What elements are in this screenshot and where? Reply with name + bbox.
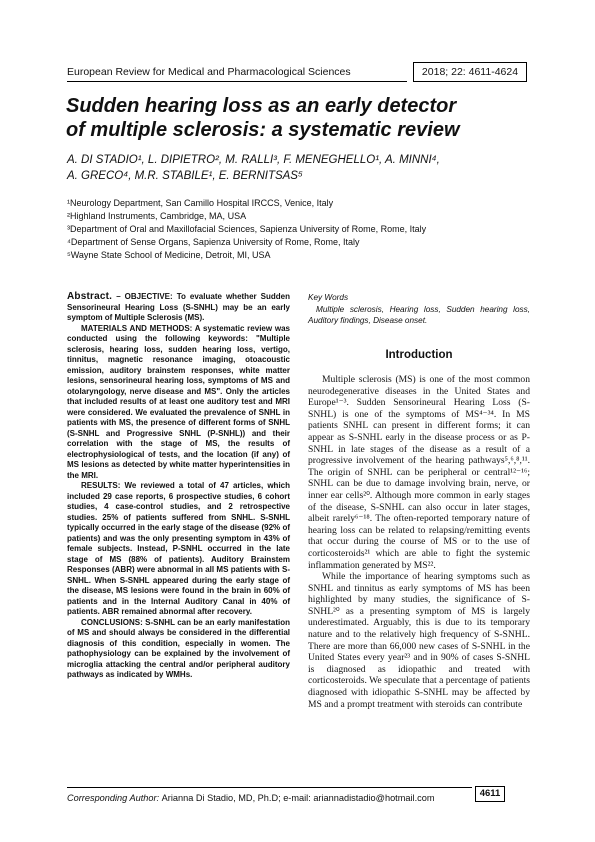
keywords-text: Multiple sclerosis, Hearing loss, Sudden hearing loss, Auditory findings, Disease onset. xyxy=(308,305,530,325)
keywords-label: Key Words xyxy=(308,293,349,302)
footer-rule xyxy=(67,787,472,788)
title-line-2: of multiple sclerosis: a systematic review xyxy=(66,119,460,141)
keywords xyxy=(308,292,530,326)
introduction-body xyxy=(308,374,530,710)
corresponding-author xyxy=(67,793,435,803)
introduction-heading: Introduction xyxy=(385,349,453,361)
affiliations xyxy=(67,197,537,262)
intro-paragraph-2: While the importance of hearing symptoms such as SNHL and tinnitus as early symptoms of MS has been highlighted by many studies, the significance of S-SNHL²⁰ as a presenting symptom of MS is largely underestimated. Arguably, this is due to its temporary nature and to the relatively high frequency of S-SNHL. There are more than 66,000 new cases of S-SNHL in the United States every year²³ and in 90% of cases S-SNHL is diagnosed as idiopathic and treated with corticosteroids. We speculate that a percentage of patients diagnosed with idiopathic S-SNHL may be affected by MS and a prompt treatment with steroids can contribute xyxy=(308,571,530,710)
authors-line-1: A. DI STADIO¹, L. DIPIETRO², M. RALLI³, F. MENEGHELLO¹, A. MINNI⁴, xyxy=(67,154,440,166)
abstract-heading: Abstract. xyxy=(67,291,113,302)
abstract-objective xyxy=(67,292,290,324)
affiliation-5: ⁵Wayne State School of Medicine, Detroit, MI, USA xyxy=(67,250,271,260)
article-title xyxy=(66,94,536,142)
authors-line-2: A. GRECO⁴, M.R. STABILE¹, E. BERNITSAS⁵ xyxy=(67,170,303,182)
author-list xyxy=(67,152,537,184)
header-rule xyxy=(67,81,407,82)
affiliation-2: ²Highland Instruments, Cambridge, MA, USA xyxy=(67,211,247,221)
affiliation-4: ⁴Department of Sense Organs, Sapienza University of Rome, Rome, Italy xyxy=(67,237,360,247)
abstract-methods: MATERIALS AND METHODS: A systematic review was conducted using the following keywords: "Multiple sclerosis, hearing loss, sudden hearing loss, vertigo, tinnitus, magnetic resonance imaging, otoacoustic emission, auditory brainstem responses, white matter lesions, sensorineural hearing loss, symptoms of MS and otolaryngology, nerve disease and MS". Only the articles that included results of at least one auditory test and MRI were considered. We evaluated the prevalence of SNHL in patients with MS, the presence of different forms of SNHL (S-SNHL and Progressive SNHL (P-SNHL)) and their correlation with the stage of MS, the results of electrophysiological of tests, and the location (if any) of MS lesions as detected by white matter hyperintensities in the MRI. xyxy=(67,323,290,480)
abstract-objective-text: – OBJECTIVE: To evaluate whether Sudden Sensorineural Hearing Loss (S-SNHL) may be an early symptom of Multiple Sclerosis (MS). xyxy=(67,292,290,322)
page-number: 4611 xyxy=(475,786,505,802)
affiliation-3: ³Department of Oral and Maxillofacial Sciences, Sapienza University of Rome, Rome, Italy xyxy=(67,224,427,234)
abstract xyxy=(67,292,290,681)
title-line-1: Sudden hearing loss as an early detector xyxy=(66,95,457,117)
citation-box: 2018; 22: 4611-4624 xyxy=(413,62,527,82)
abstract-results: RESULTS: We reviewed a total of 47 articles, which included 29 case reports, 6 prospective studies, 6 cohort studies, 4 case-control studies, and 2 retrospective studies. 25% of patients suffered from SNHL. S-SNHL typically occurred in the early stage of the disease (92% of patients) and was the only presenting symptom in 43% of female subjects. Instead, P-SNHL occurred in the late stage of MS (88% of patients). Auditory Brainstem Responses (ABR) were abnormal in all MS patients with S-SNHL. When S-SNHL appeared during the early stage of the disease, MS lesions were found in the brain in 60% of patients and in the Internal Auditory Canal in 40% of patients. ABR remained abnormal after recovery. xyxy=(67,481,290,616)
corresponding-author-label: Corresponding Author: xyxy=(67,793,160,803)
affiliation-1: ¹Neurology Department, San Camillo Hospital IRCCS, Venice, Italy xyxy=(67,198,334,208)
abstract-conclusions: CONCLUSIONS: S-SNHL can be an early manifestation of MS and should always be considered in the differential diagnosis of this condition, especially in women. The pathophysiology can be explained by the involvement of microglia attacking the central and/or peripheral auditory pathways as indicated by WMHs. xyxy=(67,617,290,679)
intro-paragraph-1: Multiple sclerosis (MS) is one of the most common neurodegenerative diseases in the United States and Europe¹⁻³. Sudden Sensorineural Hearing Loss (S-SNHL) is one of the symptoms of MS⁴⁻³⁴. In MS patients SNHL can present in different forms; it can appear as S-SNHL early in the disease process or as P-SNHL in late stages of the disease as a result of a progressive involvement of the hearing pathways⁵,⁶,⁸,¹¹. The origin of SNHL can be peripheral or central¹²⁻¹⁶; SNHL can be due to damage involving brain, nerve, or inner ear cells²⁰. Although more common in early stages of the disease, S-SNHL can also occur in later stages, albeit rarely⁶⁻¹⁸. The often-reported temporary nature of hearing loss can be related to relapsing/remitting events that occur during the course of MS or to the use of corticosteroids²¹ which are able to fight the systemic inflammation generated by MS²². xyxy=(308,374,530,571)
corresponding-author-text: Arianna Di Stadio, MD, Ph.D; e-mail: ariannadistadio@hotmail.com xyxy=(161,793,435,803)
journal-name: European Review for Medical and Pharmacological Sciences xyxy=(67,66,351,78)
